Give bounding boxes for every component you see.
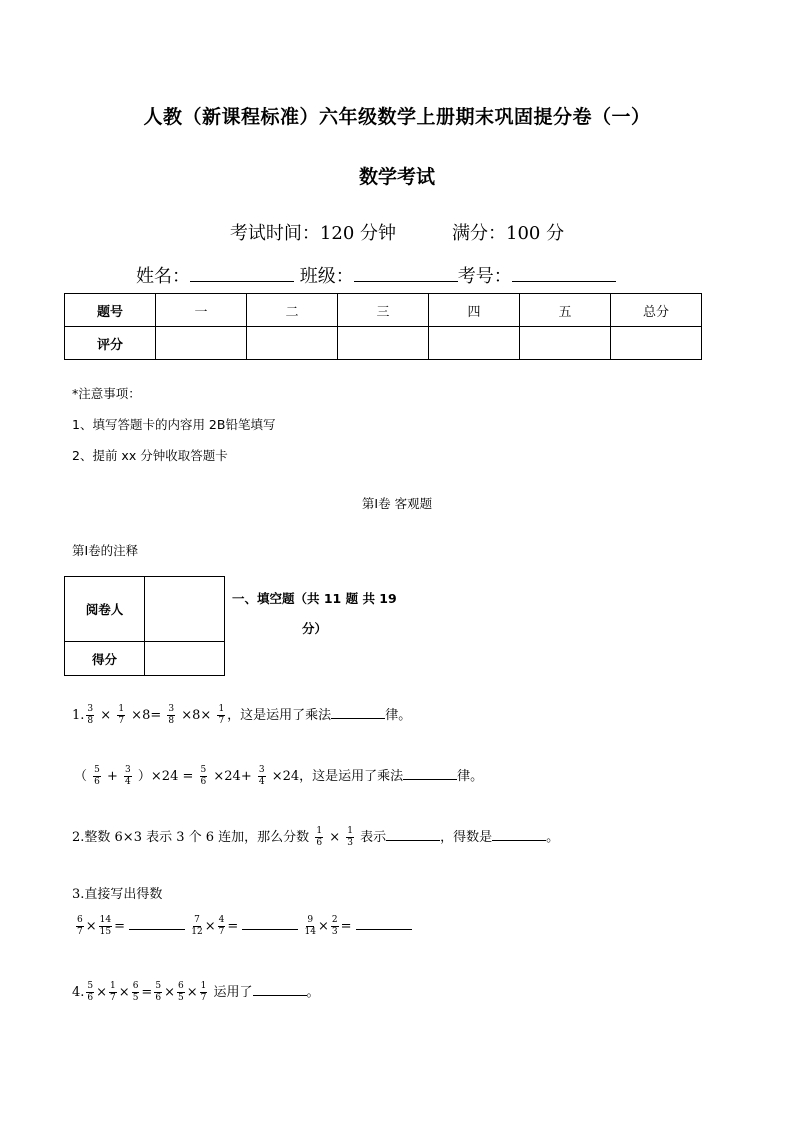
grader-score-cell[interactable] (145, 642, 225, 676)
question-1a: 1. $\frac{3}{8}$ × $\frac{1}{7}$ ×8= $\frac{3}{8}$ ×8× $\frac{1}{7}$ ，这是运用了乘法 律。 (72, 704, 412, 726)
section-heading (232, 584, 397, 644)
score-cell[interactable] (611, 327, 702, 360)
note-item: 1、填写答题卡的内容用 2B铅笔填写 (72, 417, 276, 432)
score-table (64, 293, 702, 360)
answer-blank[interactable] (242, 917, 298, 930)
answer-blank[interactable] (386, 828, 440, 841)
header-label: 题号 (65, 294, 156, 327)
question-3: $\frac{6}{7}$ × $\frac{14}{15}$ = $\frac{7}{12}$ × $\frac{4}{7}$ = $\frac{9}{14}$ × $\frac{2}{3}$ = (74, 916, 412, 937)
answer-blank[interactable] (356, 917, 412, 930)
name-field[interactable] (190, 265, 294, 282)
answer-blank[interactable] (331, 706, 385, 719)
class-label: 班级： (299, 266, 354, 287)
score-cell[interactable] (429, 327, 520, 360)
page-subtitle: 数学考试 (358, 166, 435, 188)
score-cell[interactable] (156, 327, 247, 360)
student-info-row (136, 262, 616, 288)
question-4: 4. $\frac{5}{6}$ × $\frac{1}{7}$ × $\frac{6}{5}$ = $\frac{5}{6}$ × $\frac{6}{5}$ × $\frac{1}{7}$ 运用了 。 (72, 981, 320, 1003)
grader-box (64, 576, 225, 676)
question-1b: （ $\frac{5}{6}$ + $\frac{3}{4}$ ）×24 = $\frac{5}{6}$ ×24+ $\frac{3}{4}$ ×24，这是运用了乘法 律。 (74, 765, 484, 787)
question-2: 2.整数 6×3 表示 3 个 6 连加，那么分数 $\frac{1}{6}$ × $\frac{1}{3}$ 表示 ，得数是 。 (72, 826, 560, 848)
exam-meta (0, 219, 794, 245)
question-3-title: 3.直接写出得数 (72, 887, 163, 902)
column-1: 一 (156, 294, 247, 327)
class-field[interactable] (354, 265, 458, 282)
number-label: 考号： (457, 266, 512, 287)
score-cell[interactable] (247, 327, 338, 360)
section-heading-line1: 一、填空题（共 11 题 共 19 (232, 591, 397, 606)
column-2: 二 (247, 294, 338, 327)
reviewer-cell[interactable] (145, 577, 225, 642)
score-cell[interactable] (520, 327, 611, 360)
part-title: 第Ⅰ卷 客观题 (361, 496, 433, 511)
exam-time: 考试时间：120 分钟 (229, 223, 396, 244)
note-item: 2、提前 xx 分钟收取答题卡 (72, 448, 228, 463)
part-note: 第Ⅰ卷的注释 (72, 543, 139, 558)
page-title: 人教（新课程标准）六年级数学上册期末巩固提分卷（一） (143, 106, 651, 128)
answer-blank[interactable] (492, 828, 546, 841)
column-total: 总分 (611, 294, 702, 327)
row-label: 评分 (65, 327, 156, 360)
grader-score-label: 得分 (65, 642, 145, 676)
score-cell[interactable] (338, 327, 429, 360)
notes-title: *注意事项： (72, 386, 141, 401)
answer-blank[interactable] (253, 983, 307, 996)
column-4: 四 (429, 294, 520, 327)
full-score: 满分：100 分 (452, 223, 565, 244)
score-table-header-row (65, 294, 702, 327)
section-heading-line2: 分） (302, 621, 328, 636)
answer-blank[interactable] (129, 917, 185, 930)
score-table-score-row (65, 327, 702, 360)
number-field[interactable] (512, 265, 616, 282)
column-3: 三 (338, 294, 429, 327)
answer-blank[interactable] (403, 767, 457, 780)
column-5: 五 (520, 294, 611, 327)
name-label: 姓名： (136, 266, 190, 287)
reviewer-label: 阅卷人 (65, 577, 145, 642)
